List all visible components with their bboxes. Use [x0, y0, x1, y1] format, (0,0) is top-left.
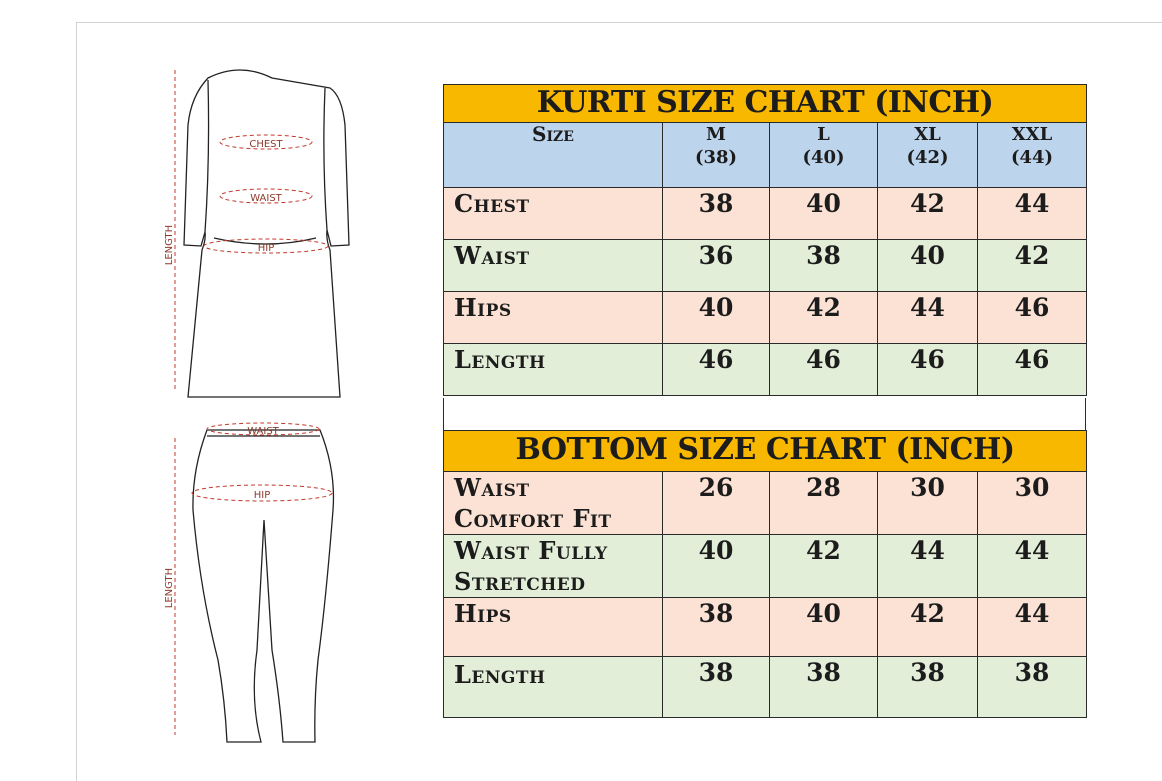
table-cell: 38	[770, 657, 878, 718]
table-cell: 38	[663, 598, 770, 657]
garment-illustration	[150, 60, 370, 760]
table-row	[444, 240, 1087, 292]
row-label: Waist	[444, 240, 663, 292]
size-col-xl: XL (42)	[878, 123, 978, 188]
table-row	[444, 657, 1087, 718]
table-cell: 38	[878, 657, 978, 718]
row-label: Length	[444, 657, 663, 718]
table-cell: 44	[978, 535, 1087, 598]
row-label: Chest	[444, 188, 663, 240]
table-cell: 42	[878, 188, 978, 240]
table-cell: 38	[663, 188, 770, 240]
table-cell: 28	[770, 472, 878, 535]
table-cell: 26	[663, 472, 770, 535]
row-label: Length	[444, 344, 663, 396]
table-cell: 44	[878, 535, 978, 598]
size-col-xxl: XXL (44)	[978, 123, 1087, 188]
size-header-label: Size	[444, 123, 663, 188]
bottom-waist-label: WAIST	[247, 426, 279, 437]
table-cell: 38	[663, 657, 770, 718]
table-row	[444, 598, 1087, 657]
table-cell: 38	[770, 240, 878, 292]
kurti-length-label: LENGTH	[164, 224, 175, 266]
table-row	[444, 535, 1087, 598]
kurti-size-chart	[443, 84, 1087, 396]
table-row	[444, 472, 1087, 535]
row-label: Waist Fully Stretched	[444, 535, 663, 598]
kurti-chest-label: CHEST	[249, 139, 283, 150]
table-cell: 44	[978, 598, 1087, 657]
kurti-chart-title: KURTI SIZE CHART (INCH)	[444, 85, 1087, 123]
table-cell: 42	[878, 598, 978, 657]
bottom-drawing	[193, 430, 334, 742]
table-cell: 46	[878, 344, 978, 396]
table-cell: 30	[878, 472, 978, 535]
table-cell: 36	[663, 240, 770, 292]
table-cell: 40	[770, 188, 878, 240]
table-row	[444, 344, 1087, 396]
table-cell: 42	[978, 240, 1087, 292]
size-col-m: M (38)	[663, 123, 770, 188]
table-cell: 46	[978, 344, 1087, 396]
table-cell: 42	[770, 292, 878, 344]
row-label: Hips	[444, 292, 663, 344]
bottom-size-chart	[443, 430, 1087, 718]
kurti-drawing	[184, 70, 349, 397]
table-cell: 38	[978, 657, 1087, 718]
table-cell: 30	[978, 472, 1087, 535]
bottom-chart-title: BOTTOM SIZE CHART (INCH)	[444, 431, 1087, 472]
table-cell: 40	[663, 535, 770, 598]
table-cell: 40	[663, 292, 770, 344]
table-cell: 42	[770, 535, 878, 598]
kurti-header-row	[444, 123, 1087, 188]
size-col-l: L (40)	[770, 123, 878, 188]
row-label: Hips	[444, 598, 663, 657]
table-row	[444, 292, 1087, 344]
kurti-hip-label: HIP	[257, 243, 275, 254]
table-cell: 44	[978, 188, 1087, 240]
table-cell: 40	[770, 598, 878, 657]
table-spacer	[443, 398, 1086, 430]
bottom-hip-label: HIP	[253, 490, 271, 501]
kurti-waist-label: WAIST	[250, 193, 282, 204]
table-cell: 40	[878, 240, 978, 292]
bottom-length-label: LENGTH	[164, 567, 175, 609]
table-cell: 44	[878, 292, 978, 344]
table-cell: 46	[770, 344, 878, 396]
table-cell: 46	[978, 292, 1087, 344]
row-label: Waist Comfort Fit	[444, 472, 663, 535]
table-cell: 46	[663, 344, 770, 396]
table-row	[444, 188, 1087, 240]
